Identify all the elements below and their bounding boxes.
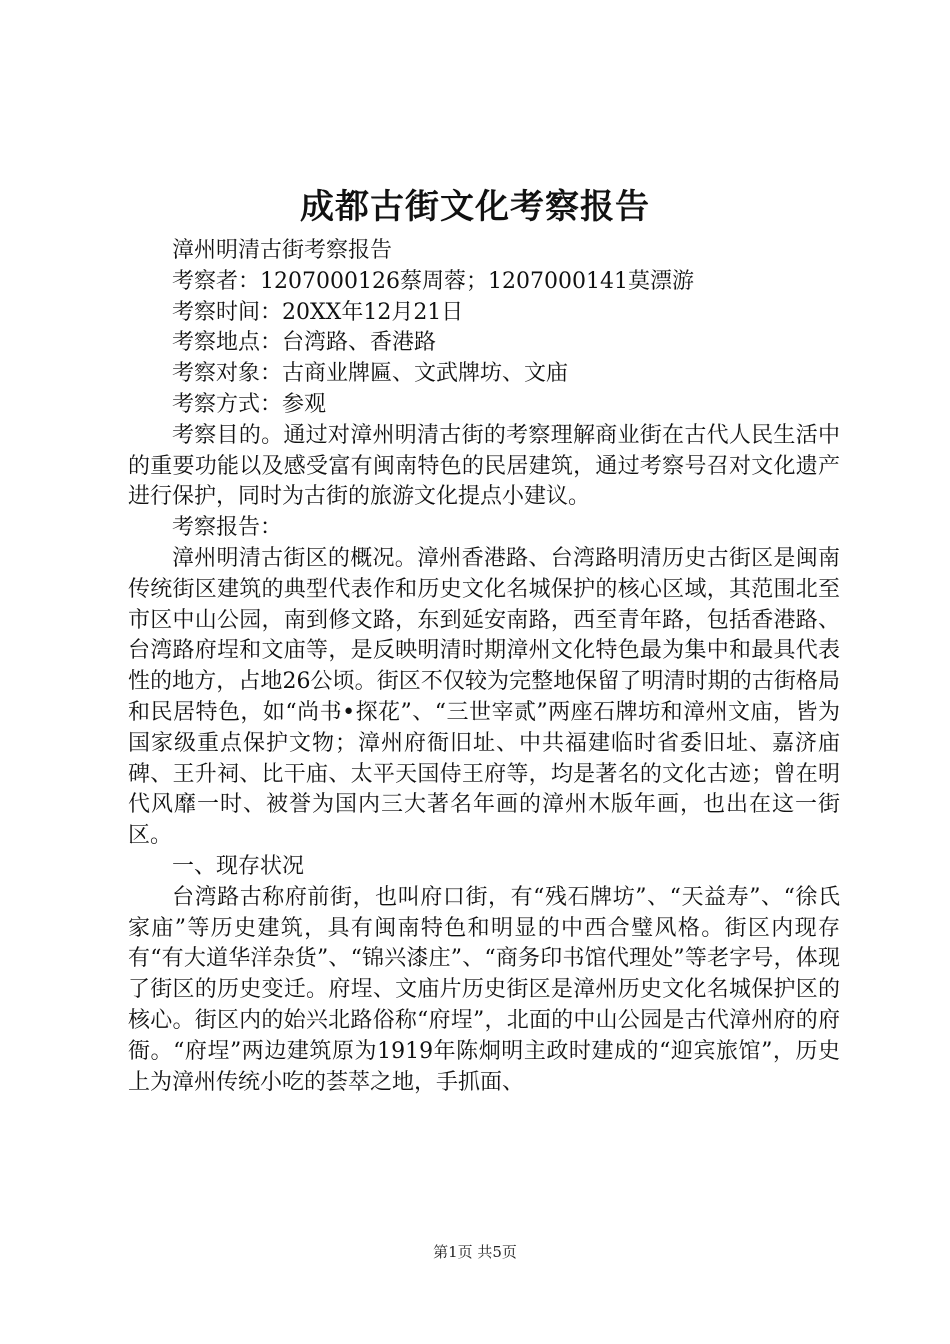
document-title: 成都古街文化考察报告 <box>300 187 650 227</box>
paragraph-date: 考察时间：20XX年12月21日 <box>172 299 464 325</box>
paragraph-objects: 考察对象：古商业牌匾、文武牌坊、文庙 <box>172 361 569 387</box>
paragraph-report-heading: 考察报告： <box>172 515 283 541</box>
paragraph-method: 考察方式：参观 <box>172 391 327 417</box>
paragraph-location: 考察地点：台湾路、香港路 <box>172 330 437 356</box>
section-heading-current-status: 一、现存状况 <box>172 853 305 879</box>
document-body <box>128 236 840 1098</box>
paragraph-investigators: 考察者：1207000126蔡周蓉；1207000141莫漂游 <box>172 268 694 294</box>
paragraph-overview: 漳州明清古街区的概况。漳州香港路、台湾路明清历史古街区是闽南传统街区建筑的典型代表作和历史文化名城保护的核心区域，其范围北至市区中山公园，南到修文路，东到延安南路，西至青年路，包括香港路、台湾路府埕和文庙等，是反映明清时期漳州文化特色最为集中和最具代表性的地方，占地26公顷。街区不仅较为完整地保留了明清时期的古街格局和民居特色，如“尚书•探花”、“三世宰贰”两座石牌坊和漳州文庙，皆为国家级重点保护文物；漳州府衙旧址、中共福建临时省委旧址、嘉济庙碑、王升祠、比干庙、太平天国侍王府等，均是著名的文化古迹；曾在明代风靡一时、被誉为国内三大著名年画的漳州木版年画，也出在这一街区。 <box>128 545 840 849</box>
paragraph-current-status: 台湾路古称府前街，也叫府口街，有“残石牌坊”、“天益寿”、“徐氏家庙”等历史建筑，具有闽南特色和明显的中西合璧风格。街区内现存有“有大道华洋杂货”、“锦兴漆庄”、“商务印书馆代理处”等老字号，体现了街区的历史变迁。府埕、文庙片历史街区是漳州历史文化名城保护区的核心。街区内的始兴北路俗称“府埕”，北面的中山公园是古代漳州府的府衙。“府埕”两边建筑原为1919年陈炯明主政时建成的“迎宾旅馆”，历史上为漳州传统小吃的荟萃之地，手抓面、 <box>128 884 840 1095</box>
page-footer: 第1页 共5页 <box>433 1243 517 1261</box>
paragraph-purpose: 考察目的。通过对漳州明清古街的考察理解商业街在古代人民生活中的重要功能以及感受富有闽南特色的民居建筑，通过考察号召对文化遗产进行保护，同时为古街的旅游文化提点小建议。 <box>128 422 840 510</box>
paragraph-subtitle: 漳州明清古街考察报告 <box>172 238 393 263</box>
